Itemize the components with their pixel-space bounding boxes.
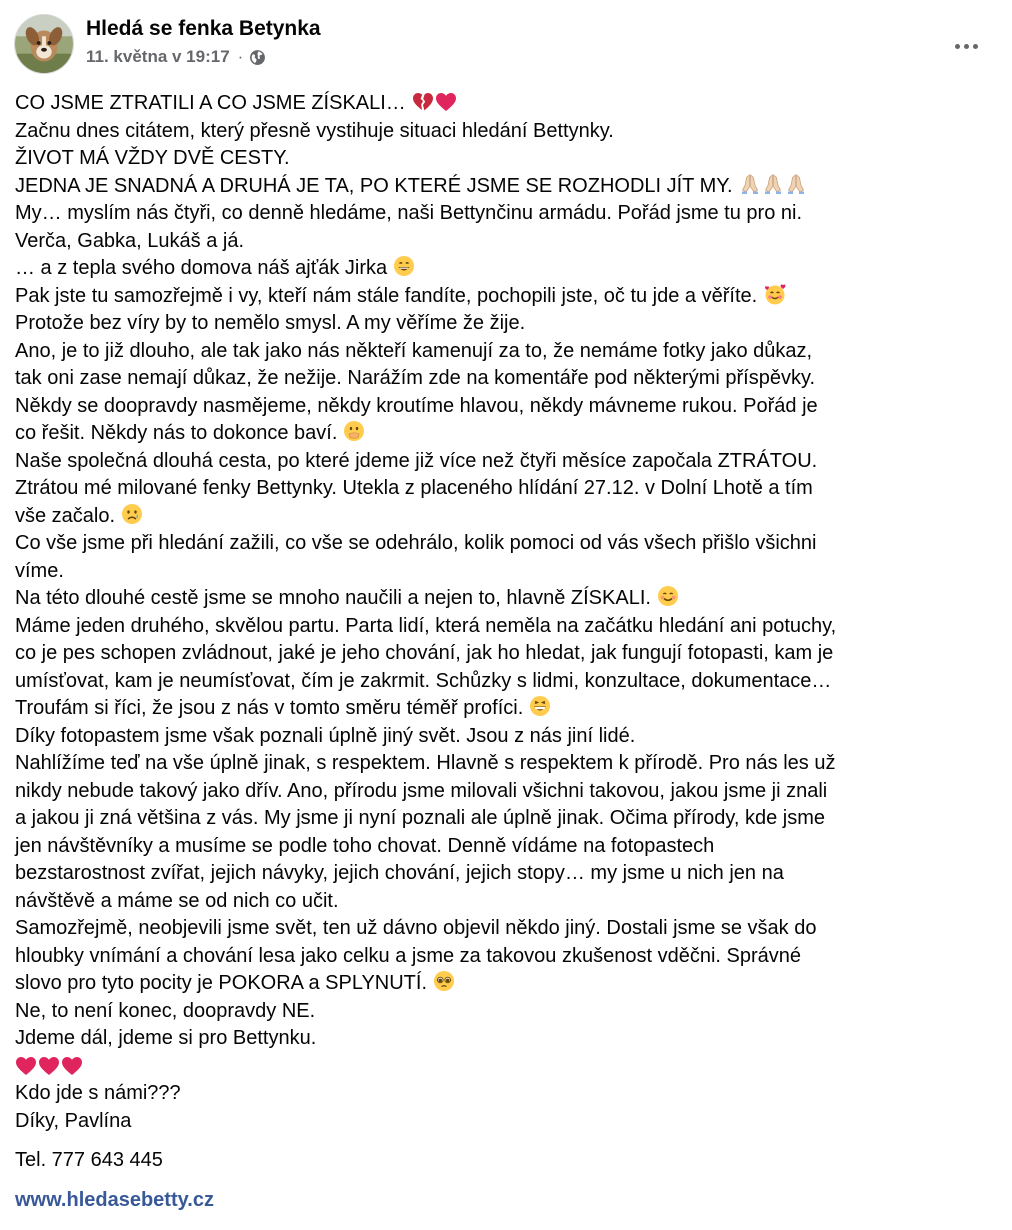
meta-separator: ·	[237, 47, 244, 66]
post-line	[15, 420, 996, 448]
post-line-text: JEDNA JE SNADNÁ A DRUHÁ JE TA, PO KTERÉ JSME SE ROZHODLI JÍT MY.	[15, 174, 733, 197]
post-line-text: Začnu dnes citátem, který přesně vystihuje situaci hledání Bettynky.	[15, 119, 614, 142]
post-line	[15, 475, 996, 503]
post-line	[15, 778, 996, 806]
post-line-text: Ne, to není konec, doopravdy NE.	[15, 999, 316, 1022]
post-timestamp[interactable]: 11. května v 19:17	[86, 47, 230, 66]
post-line	[15, 448, 996, 476]
page-name-link[interactable]: Hledá se fenka Betynka	[86, 17, 321, 40]
post-line	[15, 970, 996, 998]
post-line	[15, 888, 996, 916]
post-line-text: Někdy se doopravdy nasmějeme, někdy kroutíme hlavou, někdy mávneme rukou. Pořád je	[15, 394, 818, 417]
closing-line: Kdo jde s námi???	[15, 1082, 181, 1104]
post-line	[15, 640, 996, 668]
post-line-text: Ztrátou mé milované fenky Bettynky. Utekla z placeného hlídání 27.12. v Dolní Lhotě a tím	[15, 477, 813, 499]
post-line-text: co je pes schopen zvládnout, jaké je jeho chování, jak ho hledat, jak fungují fotopasti, kam je	[15, 642, 834, 664]
post-line	[15, 200, 996, 228]
post-line	[15, 283, 996, 311]
website-link[interactable]: www.hledasebetty.cz	[15, 1188, 214, 1211]
post-line	[15, 943, 996, 971]
post-line	[15, 228, 996, 256]
more-options-button[interactable]	[946, 36, 986, 56]
post-line-text: Jdeme dál, jdeme si pro Bettynku.	[15, 1027, 317, 1049]
post-line-text: Troufám si říci, že jsou z nás v tomto směru téměř profíci.	[15, 697, 524, 719]
post-line	[15, 750, 996, 778]
post-line	[15, 915, 996, 943]
post-line	[15, 365, 996, 393]
post-line-text: vše začalo.	[15, 504, 116, 527]
grinning-face-icon	[393, 255, 415, 277]
post-line-text: jen návštěvníky a musíme se podle toho chovat. Denně vídáme na fotopastech	[15, 834, 715, 857]
folded-hands-icon	[785, 173, 807, 195]
post-line-text: Verča, Gabka, Lukáš a já.	[15, 229, 245, 252]
folded-hands-icon	[762, 173, 784, 195]
post-line-text: Samozřejmě, neobjevili jsme svět, ten už dávno objevil někdo jiný. Dostali jsme se však do	[15, 917, 817, 939]
post-line	[15, 723, 996, 751]
post-line-text: nikdy nebude takový jako dřív. Ano, přírodu jsme milovali všichni takovou, jakou jsme ji znali	[15, 779, 828, 802]
post-line-text: tak oni zase nemají důkaz, že nežije. Narážím zde na komentáře pod některými příspěvky.	[15, 367, 816, 389]
globe-icon[interactable]	[249, 49, 266, 66]
paragraph-spacer	[15, 1135, 996, 1147]
broken-heart-icon	[412, 92, 434, 112]
post-line-text: Díky fotopastem jsme však poznali úplně jiný svět. Jsou z nás jiní lidé.	[15, 724, 636, 747]
post-line-text: Naše společná dlouhá cesta, po které jdeme již více než čtyři měsíce započala ZTRÁTOU.	[15, 449, 818, 472]
sad-face-icon	[121, 503, 143, 525]
post-line	[15, 833, 996, 861]
more-horizontal-icon	[955, 44, 960, 49]
post-line-text: Protože bez víry by to nemělo smysl. A my věříme že žije.	[15, 312, 526, 334]
contact-phone: Tel. 777 643 445	[15, 1149, 163, 1171]
dog-avatar-image	[15, 15, 73, 73]
post-header	[14, 14, 996, 76]
post-line-text: Ano, je to již dlouho, ale tak jako nás někteří kamenují za to, že nemáme fotky jako důkaz,	[15, 339, 813, 362]
post-line-text: co řešit. Někdy nás to dokonce baví.	[15, 422, 338, 444]
red-heart-icon	[38, 1056, 60, 1076]
post-line	[15, 668, 996, 696]
post-line-text: My… myslím nás čtyři, co denně hledáme, naši Bettynčinu armádu. Pořád jsme tu pro ni.	[15, 202, 803, 224]
post-line-text: bezstarostnost zvířat, jejich návyky, jejich chování, jejich stopy… my jsme u nich jen na	[15, 862, 784, 884]
more-dot	[964, 44, 969, 49]
post-line	[15, 338, 996, 366]
post-line-text: Máme jeden druhého, skvělou partu. Parta lidí, která neměla na začátku hledání ani potuchy,	[15, 614, 837, 637]
post-line	[15, 558, 996, 586]
post-line	[15, 530, 996, 558]
post-line	[15, 805, 996, 833]
post-line-text: … a z tepla svého domova náš ajťák Jirka	[15, 257, 388, 279]
post-line-text: hloubky vnímání a chování lesa jako celku a jsme za takovou zkušenost vděčni. Správné	[15, 944, 801, 967]
pleading-face-icon	[433, 970, 455, 992]
post-line	[15, 310, 996, 338]
post-line	[15, 998, 996, 1026]
smiling-face-with-hearts-icon	[763, 283, 787, 305]
post-line-text: CO JSME ZTRATILI A CO JSME ZÍSKALI…	[15, 92, 406, 114]
post-line-text: umísťovat, kam je neumísťovat, čím je zakrmit. Schůzky s lidmi, konzultace, dokumentace…	[15, 669, 832, 692]
red-heart-icon	[435, 92, 457, 112]
hearts-line	[15, 1053, 996, 1081]
post-line-text: a jakou ji zná většina z vás. My jsme ji nyní poznali ale úplně jinak. Očima přírody, kde jsme	[15, 807, 825, 829]
post-line-text: Nahlížíme teď na vše úplně jinak, s respektem. Hlavně s respektem k přírodě. Pro nás les už	[15, 752, 836, 774]
post-message	[14, 90, 996, 1214]
folded-hands-icon	[739, 173, 761, 195]
more-dot	[973, 44, 978, 49]
post-line	[15, 695, 996, 723]
post-line	[15, 118, 996, 146]
post-line-text: Pak jste tu samozřejmě i vy, kteří nám stále fandíte, pochopili jste, oč tu jde a věříte.	[15, 284, 758, 307]
post-line-text: slovo pro tyto pocity je POKORA a SPLYNUTÍ.	[15, 972, 428, 994]
post-line	[15, 613, 996, 641]
post-line	[15, 173, 996, 201]
post-line	[15, 145, 996, 173]
post-line	[15, 90, 996, 118]
post-line-text: ŽIVOT MÁ VŽDY DVĚ CESTY.	[15, 147, 290, 169]
red-heart-icon	[15, 1056, 37, 1076]
post-meta	[86, 47, 266, 67]
post-line-text: Co vše jsme při hledání zažili, co vše se odehrálo, kolik pomoci od vás všech přišlo všichni	[15, 532, 817, 554]
post-line-text: víme.	[15, 559, 64, 582]
post-line	[15, 860, 996, 888]
post-line	[15, 255, 996, 283]
red-heart-icon	[61, 1056, 83, 1076]
face-with-hand-over-mouth-icon	[343, 420, 365, 442]
post-line	[15, 393, 996, 421]
closing-line: Díky, Pavlína	[15, 1109, 132, 1132]
post-line-text: návštěvě a máme se od nich co učit.	[15, 889, 339, 912]
post-line	[15, 585, 996, 613]
smiling-face-icon	[657, 585, 679, 607]
post-line	[15, 1025, 996, 1053]
beaming-face-icon	[529, 695, 551, 717]
post-line	[15, 503, 996, 531]
post-line-text: Na této dlouhé cestě jsme se mnoho naučili a nejen to, hlavně ZÍSKALI.	[15, 587, 651, 609]
page-avatar[interactable]	[14, 14, 74, 74]
